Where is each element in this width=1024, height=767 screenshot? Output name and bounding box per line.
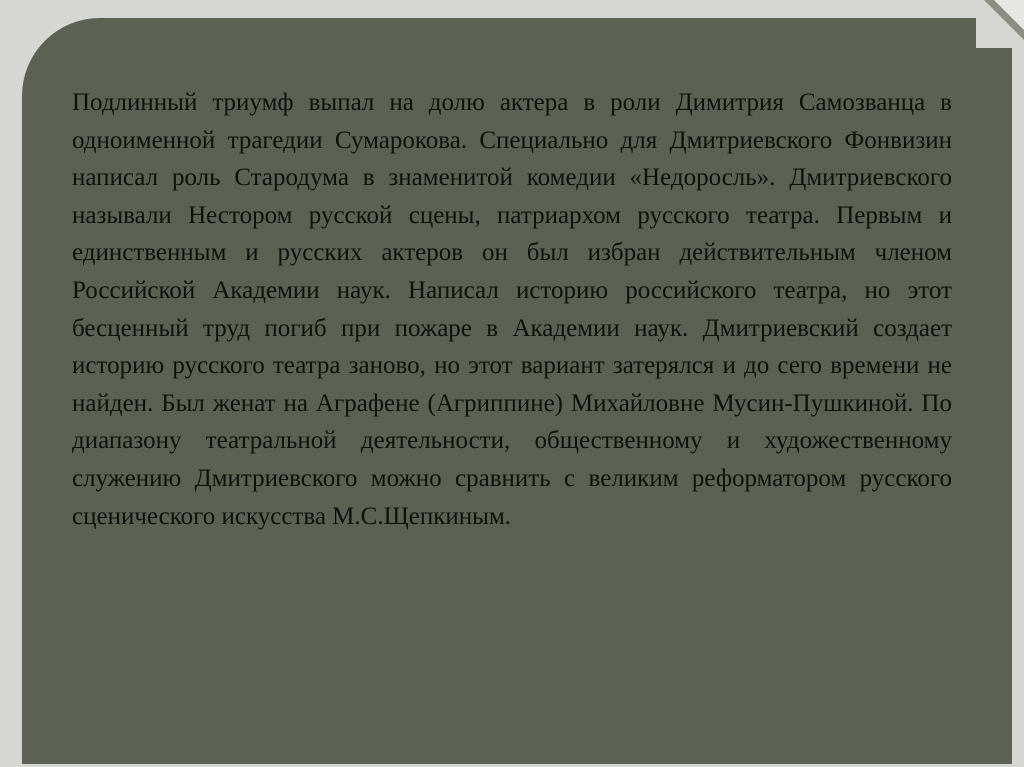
corner-arrow-icon [976, 0, 1024, 48]
slide-body-text: Подлинный триумф выпал на долю актера в роли Димитрия Самозванца в одноименной трагедии Сумарокова. Специально для Дмитриевского Фонвизин написал роль Стародума в знаменитой комедии «Недоросль». Дмитриевского называли Нестором русской сцены, патриархом русского театра. Первым и единственным и русских актеров он был избран действительным членом Российской Академии наук. Написал историю российского театра, но этот бесценный труд погиб при пожаре в Академии наук. Дмитриевский создает историю русского театра заново, но этот вариант затерялся и до сего времени не найден. Был женат на Аграфене (Агриппине) Михайловне Мусин-Пушкиной. По диапазону театральной деятельности, общественному и художественному служению Дмитриевского можно сравнить с великим реформатором русского сценического искусства М.С.Щепкиным. [72, 89, 952, 530]
